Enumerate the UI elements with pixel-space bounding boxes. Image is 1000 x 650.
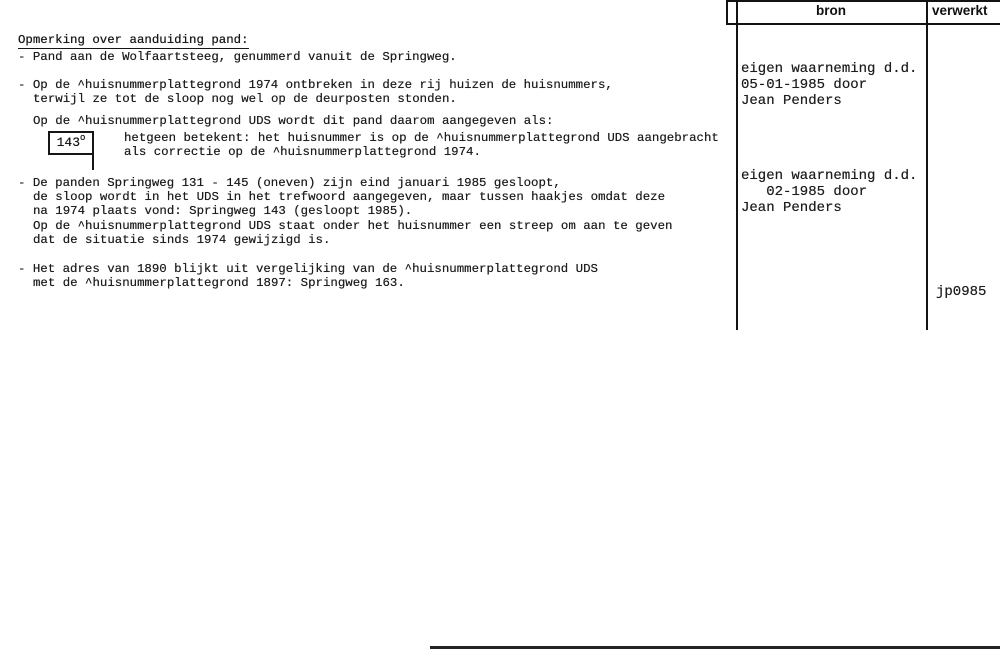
scan-edge-artifact (430, 646, 1000, 649)
note-line: terwijl ze tot de sloop nog wel op de deurposten stonden. (33, 92, 457, 106)
note-line: - Pand aan de Wolfaartsteeg, genummerd vanuit de Springweg. (18, 50, 457, 64)
house-number-box-tail-line (92, 153, 94, 170)
note-line: - De panden Springweg 131 - 145 (oneven) zijn eind januari 1985 gesloopt, (18, 176, 561, 190)
house-number-box (48, 131, 94, 155)
note-line: Op de ^huisnummerplattegrond UDS wordt dit pand daarom aangegeven als: (33, 114, 554, 128)
table-column-divider-rule (926, 0, 928, 330)
table-top-rule (726, 0, 1000, 2)
note-line: dat de situatie sinds 1974 gewijzigd is. (33, 233, 331, 247)
house-number-superscript: o (80, 133, 86, 143)
bron-entry-line: 05-01-1985 door (741, 77, 868, 93)
verwerkt-code: jp0985 (936, 284, 987, 300)
document-heading: Opmerking over aanduiding pand: (18, 33, 249, 49)
bron-entry-line: eigen waarneming d.d. (741, 168, 918, 184)
bron-entry-line: 02-1985 door (741, 184, 868, 200)
note-line: - Op de ^huisnummerplattegrond 1974 ontbreken in deze rij huizen de huisnummers, (18, 78, 613, 92)
bron-entry-line: Jean Penders (741, 93, 842, 109)
table-header-rule (726, 23, 1000, 25)
note-line: hetgeen betekent: het huisnummer is op de ^huisnummerplattegrond UDS aangebracht (124, 131, 719, 145)
note-line: de sloop wordt in het UDS in het trefwoord aangegeven, maar tussen haakjes omdat deze (33, 190, 666, 204)
table-left-rule (736, 0, 738, 330)
column-header-bron: bron (816, 3, 846, 18)
note-line: met de ^huisnummerplattegrond 1897: Springweg 163. (33, 276, 405, 290)
note-line: als correctie op de ^huisnummerplattegrond 1974. (124, 145, 481, 159)
note-line: Op de ^huisnummerplattegrond UDS staat onder het huisnummer een streep om aan te geven (33, 219, 673, 233)
table-outer-left-rule (726, 0, 728, 25)
note-line: - Het adres van 1890 blijkt uit vergelijking van de ^huisnummerplattegrond UDS (18, 262, 598, 276)
column-header-verwerkt: verwerkt (932, 3, 988, 18)
note-line: na 1974 plaats vond: Springweg 143 (gesloopt 1985). (33, 204, 413, 218)
house-number: 143 (56, 135, 80, 150)
bron-entry-line: Jean Penders (741, 200, 842, 216)
bron-entry-line: eigen waarneming d.d. (741, 61, 918, 77)
